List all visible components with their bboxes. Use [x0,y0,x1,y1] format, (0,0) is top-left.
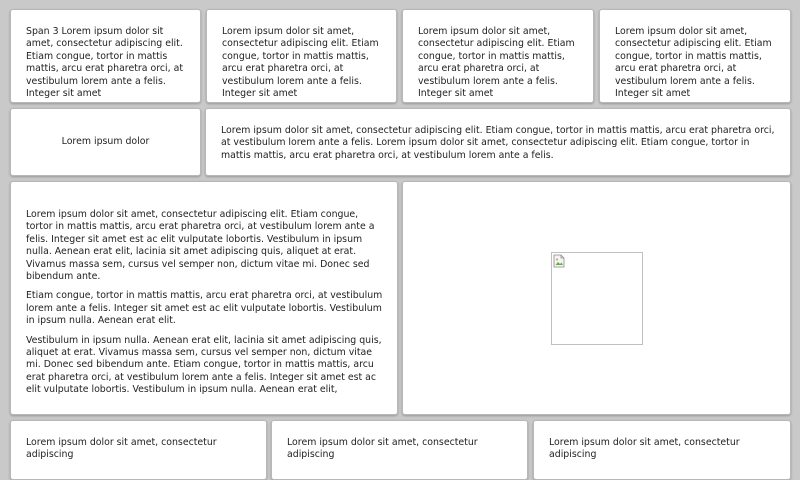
paragraph-1: Lorem ipsum dolor sit amet, consectetur adipiscing elit. Etiam congue, tortor in mattis mattis, arcu erat pharetra orci, at vestibulum lorem ante a felis. Integer sit amet est ac elit vulputate lobortis. Vestibulum in ipsum nulla. Aenean erat elit, lacinia sit amet adipiscing quis, aliquet at erat. Vivamus massa sem, cursus vel semper non, dictum vitae mi. Donec sed bibendum ante. [26,209,375,283]
card-row1-3 [402,9,594,103]
card-row4-2 [271,420,528,480]
broken-image-icon [553,254,565,268]
card-text: Lorem ipsum dolor [61,135,150,147]
card-text: Lorem ipsum dolor sit amet, consectetur adipiscing elit. Etiam congue, tortor in mattis mattis, arcu erat pharetra orci, at vestibulum lorem ante a felis. Integer sit amet [418,26,575,100]
card-text: Lorem ipsum dolor sit amet, consectetur adipiscing [287,437,478,461]
card-row1-4 [599,9,791,103]
card-row2-short [10,108,201,176]
card-text: Lorem ipsum dolor sit amet, consectetur adipiscing [26,437,217,461]
card-row3-image [402,181,791,415]
card-row2-long [205,108,791,176]
paragraph-2: Etiam congue, tortor in mattis mattis, arcu erat pharetra orci, at vestibulum lorem ante a felis. Integer sit amet est ac elit vulputate lobortis. Vestibulum in ipsum nulla. Aenean erat elit. [26,290,383,327]
card-text: Lorem ipsum dolor sit amet, consectetur adipiscing elit. Etiam congue, tortor in mattis mattis, arcu erat pharetra orci, at vestibulum lorem ante a felis. Integer sit amet [222,26,379,100]
card-row4-1 [10,420,267,480]
card-row3-text [10,181,398,415]
paragraph-3: Vestibulum in ipsum nulla. Aenean erat elit, lacinia sit amet adipiscing quis, aliquet at erat. Vivamus massa sem, cursus vel semper non, dictum vitae mi. Donec sed bibendum ante. Etiam congue, tortor in mattis mattis, arcu erat pharetra orci, at vestibulum lorem ante a felis. Integer sit amet est ac elit vulputate lobortis. Vestibulum in ipsum nulla. Aenean erat elit, [26,334,382,396]
card-text: Span 3 Lorem ipsum dolor sit amet, consectetur adipiscing elit. Etiam congue, tortor in mattis mattis, arcu erat pharetra orci, at vestibulum lorem ante a felis. Integer sit amet [26,26,184,100]
card-text: Lorem ipsum dolor sit amet, consectetur adipiscing [549,437,740,461]
card-row4-3 [533,420,791,480]
card-text: Lorem ipsum dolor sit amet, consectetur adipiscing elit. Etiam congue, tortor in mattis mattis, arcu erat pharetra orci, at vestibulum lorem ante a felis. Lorem ipsum dolor sit amet, consectetur adipiscing elit. Etiam congue, tortor in mattis mattis, arcu erat pharetra orci, at vestibulum lorem ante a felis. [221,125,775,161]
broken-image [551,252,643,345]
card-row1-1 [10,9,201,103]
card-text: Lorem ipsum dolor sit amet, consectetur adipiscing elit. Etiam congue, tortor in mattis mattis, arcu erat pharetra orci, at vestibulum lorem ante a felis. Integer sit amet [615,26,772,100]
card-row1-2 [206,9,397,103]
